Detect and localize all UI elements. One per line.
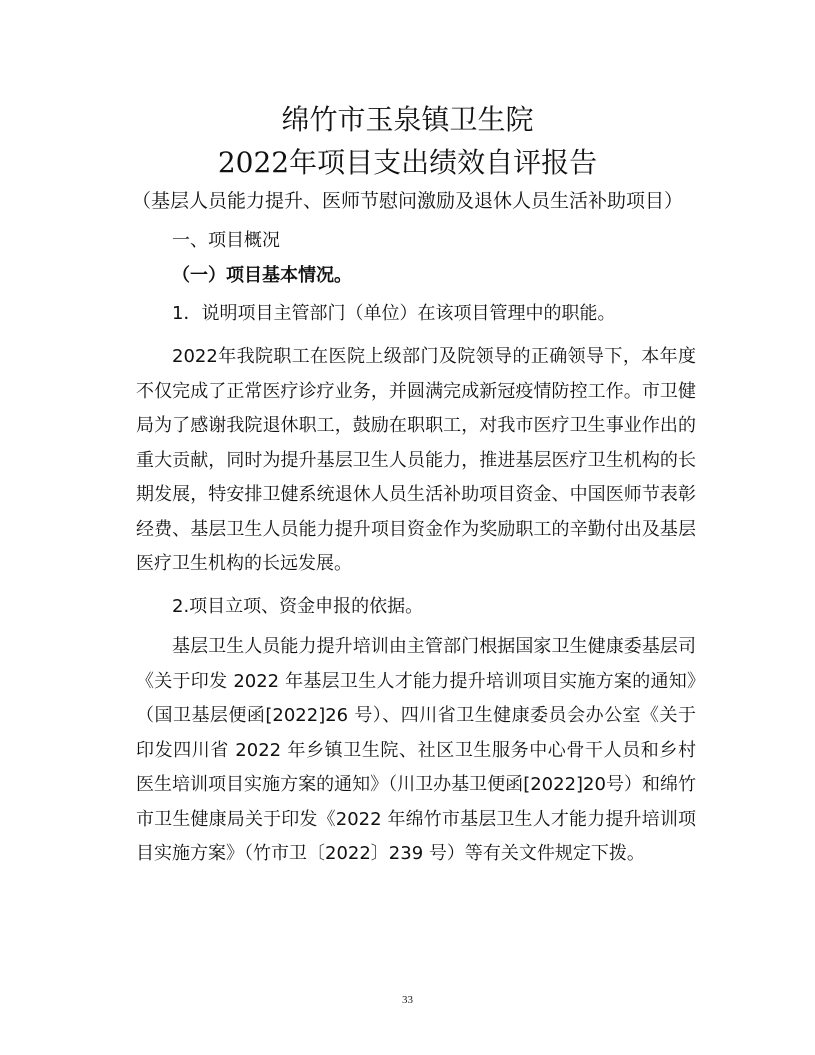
report-subtitle: （基层人员能力提升、医师节慰问激励及退休人员生活补助项目） xyxy=(131,190,683,212)
report-title-line2: 2022年项目支出绩效自评报告 xyxy=(217,146,598,179)
subsection-heading-basic-info: （一）项目基本情况。 xyxy=(172,265,352,286)
paragraph-project-background-text: 2022年我院职工在医院上级部门及院领导的正确领导下，本年度不仅完成了正常医疗诊疗业务，并圆满完成新冠疫情防控工作。市卫健局为了感谢我院退休职工，鼓励在职职工，对我市医疗卫生事业作出的重大贡献，同时为提升基层卫生人员能力，推进基层医疗卫生机构的长期发展，特安排卫健系统退休人员生活补助项目资金、中国医师节表彰经费、基层卫生人员能力提升项目资金作为奖励职工的辛勤付出及基层医疗卫生机构的长远发展。 xyxy=(136,346,696,574)
section-heading-overview: 一、项目概况 xyxy=(172,230,280,251)
item1-heading: 1．说明项目主管部门（单位）在该项目管理中的职能。 xyxy=(172,303,616,324)
item2-heading: 2.项目立项、资金申报的依据。 xyxy=(172,596,424,617)
paragraph-funding-basis xyxy=(136,630,696,872)
report-title-line1: 绵竹市玉泉镇卫生院 xyxy=(281,103,534,136)
paragraph-funding-basis-text: 基层卫生人员能力提升培训由主管部门根据国家卫生健康委基层司《关于印发 2022 年基层卫生人才能力提升培训项目实施方案的通知》（国卫基层便函[2022]26 号）、四川省卫生健康委员会办公室《关于印发四川省 2022 年乡镇卫生院、社区卫生服务中心骨干人员和乡村医生培训项目实施方案的通知》（川卫办基卫便函[2022]20号）和绵竹市卫生健康局关于印发《2022 年绵竹市基层卫生人才能力提升培训项目实施方案》（竹市卫〔2022〕239 号）等有关文件规定下拨。 xyxy=(136,636,696,864)
paragraph-project-background xyxy=(136,340,696,582)
page-number: 33 xyxy=(402,994,413,1006)
